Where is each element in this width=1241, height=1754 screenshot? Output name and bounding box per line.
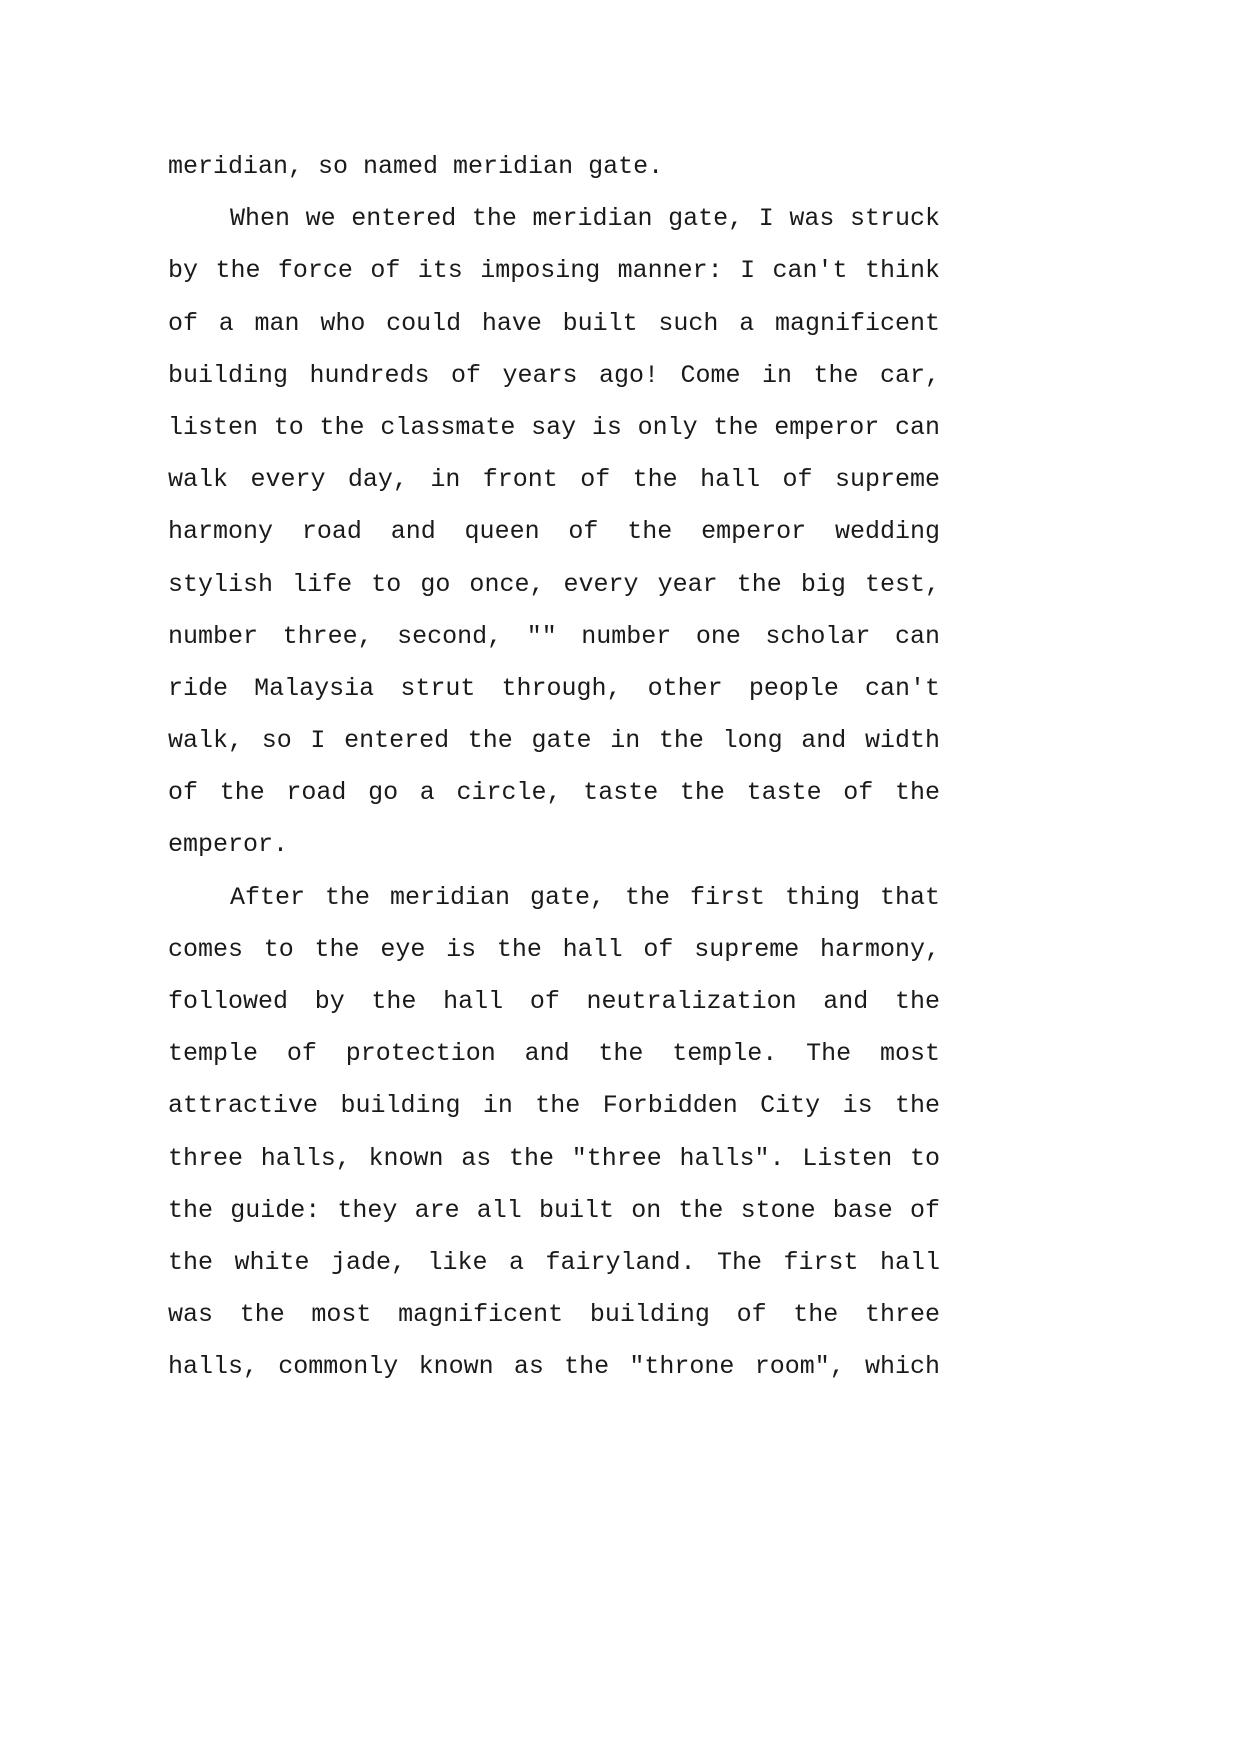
text-line: temple of protection and the temple. The most	[168, 1039, 940, 1069]
text-line: harmony road and queen of the emperor wedding	[168, 517, 940, 547]
text-line: three halls, known as the "three halls". Listen to	[168, 1143, 940, 1173]
text-line: the guide: they are all built on the stone base of	[168, 1195, 940, 1225]
text-line: halls, commonly known as the "throne room", which	[168, 1352, 940, 1382]
text-line: meridian, so named meridian gate.	[168, 152, 664, 181]
paragraph	[168, 872, 940, 1394]
text-line: emperor.	[168, 830, 289, 860]
paragraph	[168, 141, 940, 193]
text-line: by the force of its imposing manner: I can't think	[168, 256, 940, 286]
text-line: comes to the eye is the hall of supreme harmony,	[168, 934, 940, 964]
text-line: of the road go a circle, taste the taste of the	[168, 778, 940, 808]
text-line: listen to the classmate say is only the emperor can	[168, 412, 940, 442]
text-line: stylish life to go once, every year the big test,	[168, 569, 940, 599]
text-line: walk, so I entered the gate in the long and width	[168, 726, 940, 756]
document-page	[168, 141, 940, 1394]
text-line: After the meridian gate, the first thing that	[230, 882, 940, 912]
text-line: the white jade, like a fairyland. The first hall	[168, 1247, 940, 1277]
text-line: ride Malaysia strut through, other people can't	[168, 673, 940, 703]
text-line: building hundreds of years ago! Come in the car,	[168, 360, 940, 390]
text-line: When we entered the meridian gate, I was struck	[230, 204, 940, 234]
text-line: of a man who could have built such a magnificent	[168, 308, 940, 338]
text-line: walk every day, in front of the hall of supreme	[168, 465, 940, 495]
text-line: followed by the hall of neutralization and the	[168, 987, 940, 1016]
text-line: number three, second, "" number one scholar can	[168, 621, 940, 651]
paragraph	[168, 193, 940, 871]
text-line: was the most magnificent building of the three	[168, 1300, 940, 1330]
text-line: attractive building in the Forbidden City is the	[168, 1091, 940, 1121]
